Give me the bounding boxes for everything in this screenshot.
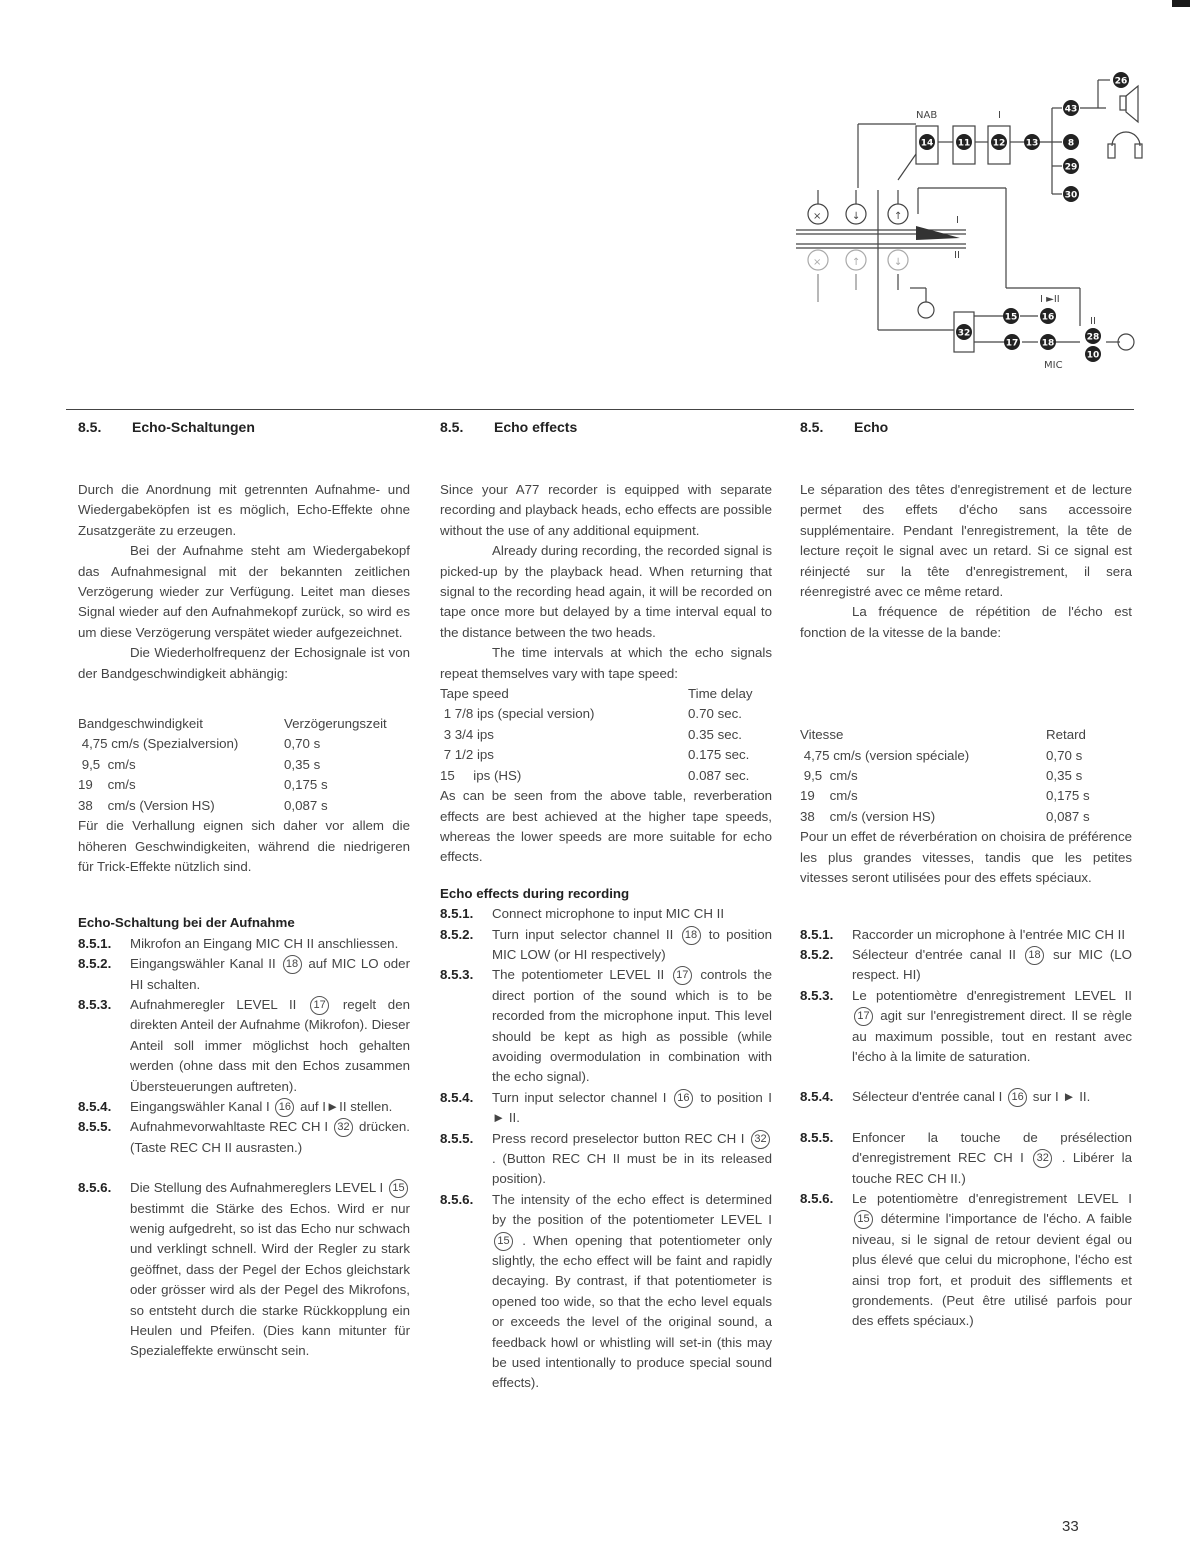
step-text-b: . (Button REC CH II must be in its released position). (492, 1151, 772, 1187)
step-number: 8.5.2. (800, 946, 834, 962)
step-item (78, 1178, 410, 1362)
control-number-badge: 18 (682, 926, 701, 945)
step-text-a: Raccorder un microphone à l'entrée MIC CH II (852, 926, 1126, 942)
outro-para: Pour un effet de réverbération on choisira de préférence les plus grandes vitesses, tandis que les petites vitesses seront utilisées pour des effets spéciaux. (800, 829, 1132, 886)
svg-text:13: 13 (1025, 138, 1039, 149)
control-number-badge: 32 (334, 1118, 353, 1137)
svg-text:↑: ↑ (852, 257, 861, 268)
echo-block-diagram (790, 62, 1150, 392)
diagram-badge-32 (956, 324, 972, 340)
step-text-a: Die Stellung des Aufnahmereglers LEVEL I (130, 1180, 384, 1196)
svg-text:15: 15 (1004, 312, 1018, 323)
diagram-badge-29 (1063, 158, 1079, 174)
heading-title: Echo-Schaltungen (132, 419, 255, 435)
intro-para: Already during recording, the recorded signal is picked-up by the playback head. When returning that signal to the recording head again, it will be recorded on tape once more but delayed by a time interval equal to the distance between the two heads. (440, 543, 772, 640)
step-text-a: The potentiometer LEVEL II (492, 967, 665, 983)
table-delay: 0,70 s (1046, 747, 1083, 763)
outro-para: Für die Verhallung eignen sich daher vor allem die höheren Geschwindigkeiten, während die niedrigeren für Trick-Effekte nützlich sind. (78, 818, 410, 874)
svg-text:11: 11 (957, 138, 971, 149)
control-number-badge: 18 (283, 955, 302, 974)
intro-para: Le séparation des têtes d'enregistrement et de lecture permet des effets d'écho sans accessoire supplémentaire. Pendant l'enregistrement, la tête de lecture reçoit le signal avec un retard. Si ce signal est réinjecté sur la tête d'enregistrement, il sera réenregistré avec ce même retard. (800, 482, 1132, 600)
step-text-a: Sélecteur d'entrée canal II (852, 946, 1016, 962)
step-text-a: The intensity of the echo effect is determined by the position of the potentiometer LEVEL I (492, 1191, 772, 1228)
step-text (852, 925, 1132, 945)
step-text-b: auf MIC LO oder HI schalten. (130, 956, 411, 992)
svg-text:↓: ↓ (894, 257, 903, 268)
control-number-badge: 17 (854, 1007, 873, 1026)
page-number: 33 (1062, 1518, 1079, 1535)
step-number: 8.5.6. (440, 1191, 474, 1207)
control-number-badge: 15 (389, 1179, 408, 1198)
table-delay: 0,087 s (1046, 808, 1090, 824)
diagram-badge-14 (919, 134, 935, 150)
diagram-badge-8 (1063, 134, 1079, 150)
step-item (440, 904, 772, 924)
label-ii: II (1090, 316, 1096, 327)
step-number: 8.5.4. (78, 1098, 112, 1114)
table-delay: 0,087 s (284, 797, 328, 813)
control-number-badge: 16 (674, 1089, 693, 1108)
svg-text:×: × (813, 211, 822, 222)
svg-text:26: 26 (1114, 76, 1128, 87)
step-number: 8.5.5. (440, 1130, 474, 1146)
diagram-badge-28 (1085, 328, 1101, 344)
step-text-a: Mikrofon an Eingang MIC CH II anschliessen. (130, 935, 399, 951)
step-item (440, 925, 772, 966)
table-delay: 0,175 s (284, 777, 328, 793)
step-list (440, 904, 772, 1394)
diagram-badge-18 (1040, 334, 1056, 350)
step-text (852, 945, 1132, 986)
diagram-badge-12 (991, 134, 1007, 150)
table-speed: 4,75 cm/s (Spezialversion) (78, 736, 239, 752)
intro-para: Since your A77 recorder is equipped with separate recording and playback heads, echo effects are possible without the use of any additional equipment. (440, 482, 772, 538)
step-list (800, 925, 1132, 1332)
label-mic: MIC (1044, 360, 1063, 371)
step-item (78, 1097, 410, 1117)
step-text (130, 995, 410, 1097)
control-number-badge: 15 (494, 1232, 513, 1251)
step-number: 8.5.6. (78, 1180, 112, 1196)
step-list (78, 934, 410, 1362)
diagram-badge-15 (1003, 308, 1019, 324)
table-delay: 0,175 s (1046, 788, 1090, 804)
table-header-delay: Retard (1046, 727, 1086, 743)
svg-text:43: 43 (1064, 104, 1078, 115)
step-number: 8.5.3. (440, 967, 474, 983)
step-text (852, 1087, 1132, 1107)
step-item (440, 965, 772, 1087)
step-text-a: Turn input selector channel I (492, 1089, 667, 1105)
step-number: 8.5.6. (800, 1190, 834, 1206)
step-number: 8.5.5. (800, 1129, 834, 1145)
step-text (852, 986, 1132, 1068)
step-text (130, 1117, 410, 1158)
step-text-a: Turn input selector channel II (492, 926, 674, 942)
step-number: 8.5.2. (78, 956, 112, 972)
svg-text:↓: ↓ (852, 211, 861, 222)
control-number-badge: 15 (854, 1210, 873, 1229)
table-speed: 19 cm/s (800, 788, 858, 804)
table-header-speed: Tape speed (440, 686, 509, 702)
step-text-a: Aufnahmevorwahltaste REC CH I (130, 1119, 329, 1135)
step-text-b: bestimmt die Stärke des Echos. Wird er nur wenig aufgedreht, so ist das Echo nur schwach und verklingt schnell. Wird der Regler zu stark geöffnet, dass der Pegel der Echos gleichstark oder grösser wird als der Pegel des Mikrofons, so entsteht durch die starke Rückkopplung ein Heulen und Pfeifen. (Dies kann mitunter für Spezialeffekte erwünscht sein. (130, 1200, 410, 1359)
diagram-badge-43 (1063, 100, 1079, 116)
step-text (492, 1088, 772, 1129)
label-track1: I (956, 215, 959, 226)
subheading: Echo effects during recording (440, 885, 630, 901)
heading-num: 8.5. (440, 419, 464, 435)
heading-num: 8.5. (800, 419, 824, 435)
control-number-badge: 32 (751, 1130, 770, 1149)
step-item (800, 986, 1132, 1068)
subheading: Echo-Schaltung bei der Aufnahme (78, 915, 295, 931)
table-delay: 0.35 sec. (688, 726, 742, 742)
control-number-badge: 17 (310, 996, 329, 1015)
step-text-a: Le potentiomètre d'enregistrement LEVEL I (852, 1190, 1132, 1206)
step-text (130, 1178, 410, 1362)
step-text-a: Le potentiomètre d'enregistrement LEVEL II (852, 987, 1132, 1003)
step-item (78, 995, 410, 1097)
step-text (492, 1190, 772, 1394)
step-text-b: regelt den direkten Anteil der Aufnahme (Mikrofon). Dieser Anteil soll immer möglichst hoch gehalten werden (ohne dass mit den Echos zusammen Übersteuerungen auftreten). (130, 996, 410, 1094)
table-speed: 3 3/4 ips (440, 726, 494, 742)
step-text (492, 925, 772, 966)
diagram-badge-13 (1024, 134, 1040, 150)
heading-en (440, 419, 577, 435)
heading-fr (800, 419, 888, 435)
svg-text:18: 18 (1041, 338, 1055, 349)
heading-de (78, 419, 255, 435)
table-speed: 1 7/8 ips (special version) (440, 706, 595, 722)
speed-table (78, 714, 410, 816)
table-speed: 15 ips (HS) (440, 767, 522, 783)
svg-text:×: × (813, 257, 822, 268)
step-number: 8.5.5. (78, 1119, 112, 1135)
step-number: 8.5.1. (78, 935, 112, 951)
table-header-speed: Bandgeschwindigkeit (78, 716, 203, 732)
intro-para: Bei der Aufnahme steht am Wiedergabekopf das Aufnahmesignal mit der bekannten zeitlichen Verzögerung wieder zur Verfügung. Leitet man dieses Signal wieder auf den Aufnahmekopf zurück, so wird es um diese Verzögerung verspätet wieder aufgezeichnet. (78, 543, 410, 640)
speed-table (440, 684, 772, 786)
step-text-b: sur MIC (LO respect. HI) (852, 946, 1132, 983)
diagram-badge-30 (1063, 186, 1079, 202)
svg-text:10: 10 (1086, 350, 1100, 361)
step-number: 8.5.1. (440, 906, 474, 922)
step-item (440, 1088, 772, 1129)
svg-text:28: 28 (1086, 332, 1100, 343)
label-i-to-ii: I ►II (1040, 294, 1060, 305)
table-delay: 0.087 sec. (688, 767, 750, 783)
intro-para: The time intervals at which the echo signals repeat themselves vary with tape speed: (440, 645, 772, 681)
table-speed: 38 cm/s (version HS) (800, 808, 936, 824)
table-delay: 0,35 s (1046, 768, 1083, 784)
table-speed: 7 1/2 ips (440, 747, 494, 763)
intro-para: La fréquence de répétition de l'écho est fonction de la vitesse de la bande: (800, 604, 1132, 640)
section-rule (66, 409, 1134, 410)
svg-text:29: 29 (1064, 162, 1078, 173)
svg-text:14: 14 (920, 138, 934, 149)
step-item (78, 1117, 410, 1158)
step-text-a: Connect microphone to input MIC CH II (492, 906, 725, 922)
table-speed: 38 cm/s (Version HS) (78, 797, 215, 813)
control-number-badge: 32 (1033, 1149, 1052, 1168)
svg-text:17: 17 (1005, 338, 1019, 349)
column-de (78, 480, 410, 1362)
table-delay: 0.70 sec. (688, 706, 742, 722)
step-number: 8.5.3. (78, 996, 112, 1012)
step-text-b: auf I►II stellen. (300, 1098, 393, 1114)
step-text-a: Aufnahmeregler LEVEL II (130, 996, 297, 1012)
step-item (800, 1189, 1132, 1332)
step-item (800, 925, 1132, 945)
step-text-a: Eingangswähler Kanal II (130, 956, 276, 972)
table-speed: 19 cm/s (78, 777, 136, 793)
control-number-badge: 16 (275, 1098, 294, 1117)
step-text-b: . Libérer la touche REC CH II.) (852, 1150, 1132, 1186)
step-item (440, 1129, 772, 1190)
heading-title: Echo effects (494, 419, 578, 435)
intro-para: Die Wiederholfrequenz der Echosignale ist von der Bandgeschwindigkeit abhängig: (78, 645, 410, 681)
corner-mark (1172, 0, 1190, 7)
svg-text:16: 16 (1041, 312, 1055, 323)
step-text-b: drücken. (Taste REC CH II ausrasten.) (130, 1119, 410, 1155)
svg-text:↑: ↑ (894, 211, 903, 222)
step-text-b: . When opening that potentiometer only slightly, the echo effect will be faint and rapidly decaying. By contrast, if that potentiometer is opened too wide, so that the echo level equals or exceeds the level of the original sound, a feedback howl or whistling will set-in (this may be used intentionally to produce special sound effects). (492, 1232, 772, 1391)
step-number: 8.5.4. (440, 1089, 474, 1105)
step-item (78, 934, 410, 954)
diagram-badge-17 (1004, 334, 1020, 350)
diagram-badge-26 (1113, 72, 1129, 88)
table-header-delay: Verzögerungszeit (284, 716, 387, 732)
step-text-a: Sélecteur d'entrée canal I (852, 1089, 1003, 1105)
diagram-badge-11 (956, 134, 972, 150)
step-text (852, 1189, 1132, 1332)
step-text (492, 965, 772, 1087)
intro-para: Durch die Anordnung mit getrennten Aufnahme- und Wiedergabeköpfen ist es möglich, Echo-Effekte ohne Zusatzgeräte zu erzeugen. (78, 482, 410, 538)
table-delay: 0,35 s (284, 756, 321, 772)
control-number-badge: 18 (1025, 946, 1044, 965)
table-header-delay: Time delay (688, 686, 753, 702)
label-track2: II (954, 250, 960, 261)
step-item (78, 954, 410, 995)
step-text (130, 1097, 410, 1117)
table-delay: 0.175 sec. (688, 747, 750, 763)
step-text-b: agit sur l'enregistrement direct. Il se règle au maximum possible, tout en restant avec l'écho à la limite de saturation. (852, 1008, 1132, 1064)
control-number-badge: 16 (1008, 1088, 1027, 1107)
heading-title: Echo (854, 419, 889, 435)
step-text-b: to position I ► II. (492, 1089, 772, 1126)
step-text-b: détermine l'importance de l'écho. A faible niveau, si le signal de retour devient égal ou plus élevé que celui du microphone, l'écho est ainsi trop fort, et produit des sifflements et grondements. (Peut être utilisé parfois pour des effets spéciaux.) (852, 1211, 1132, 1329)
step-number: 8.5.3. (800, 987, 834, 1003)
step-text-a: Eingangswähler Kanal I (130, 1098, 270, 1114)
step-item (800, 1128, 1132, 1189)
step-number: 8.5.1. (800, 926, 834, 942)
step-number: 8.5.2. (440, 926, 474, 942)
control-number-badge: 17 (673, 966, 692, 985)
step-item (440, 1190, 772, 1394)
step-item (800, 945, 1132, 986)
table-delay: 0,70 s (284, 736, 321, 752)
step-text-b: controls the direct portion of the sound which is to be recorded from the microphone input. This level should be kept as high as possible (while avoiding overmodulation in combination with the echo signal). (492, 967, 772, 1085)
column-en (440, 480, 772, 1394)
step-text-a: Press record preselector button REC CH I (492, 1130, 745, 1146)
label-nab: NAB (916, 110, 938, 121)
badge-group (919, 72, 1129, 362)
diagram-badge-10 (1085, 346, 1101, 362)
heading-num: 8.5. (78, 419, 102, 435)
step-text (852, 1128, 1132, 1189)
step-text (492, 1129, 772, 1190)
column-fr (800, 480, 1132, 1332)
table-speed: 4,75 cm/s (version spéciale) (800, 747, 970, 763)
table-header-speed: Vitesse (800, 727, 844, 743)
svg-text:12: 12 (992, 138, 1006, 149)
step-text (130, 954, 410, 995)
speed-table (800, 725, 1132, 827)
step-text (492, 904, 772, 924)
step-text-a: Enfoncer la touche de présélection d'enregistrement REC CH I (852, 1129, 1132, 1166)
outro-para: As can be seen from the above table, reverberation effects are best achieved at the higher tape speeds, whereas the lower speeds are more suitable for echo effects. (440, 788, 772, 865)
step-text (130, 934, 410, 954)
step-text-b: to position MIC LOW (or HI respectively) (492, 926, 772, 962)
label-ch1: I (998, 110, 1001, 121)
table-speed: 9,5 cm/s (78, 756, 136, 772)
step-text-b: sur I ► II. (1032, 1089, 1091, 1105)
svg-text:8: 8 (1067, 138, 1075, 149)
step-number: 8.5.4. (800, 1089, 834, 1105)
diagram-badge-16 (1040, 308, 1056, 324)
table-speed: 9,5 cm/s (800, 768, 858, 784)
step-item (800, 1087, 1132, 1107)
svg-text:32: 32 (957, 328, 971, 339)
svg-text:30: 30 (1064, 190, 1078, 201)
